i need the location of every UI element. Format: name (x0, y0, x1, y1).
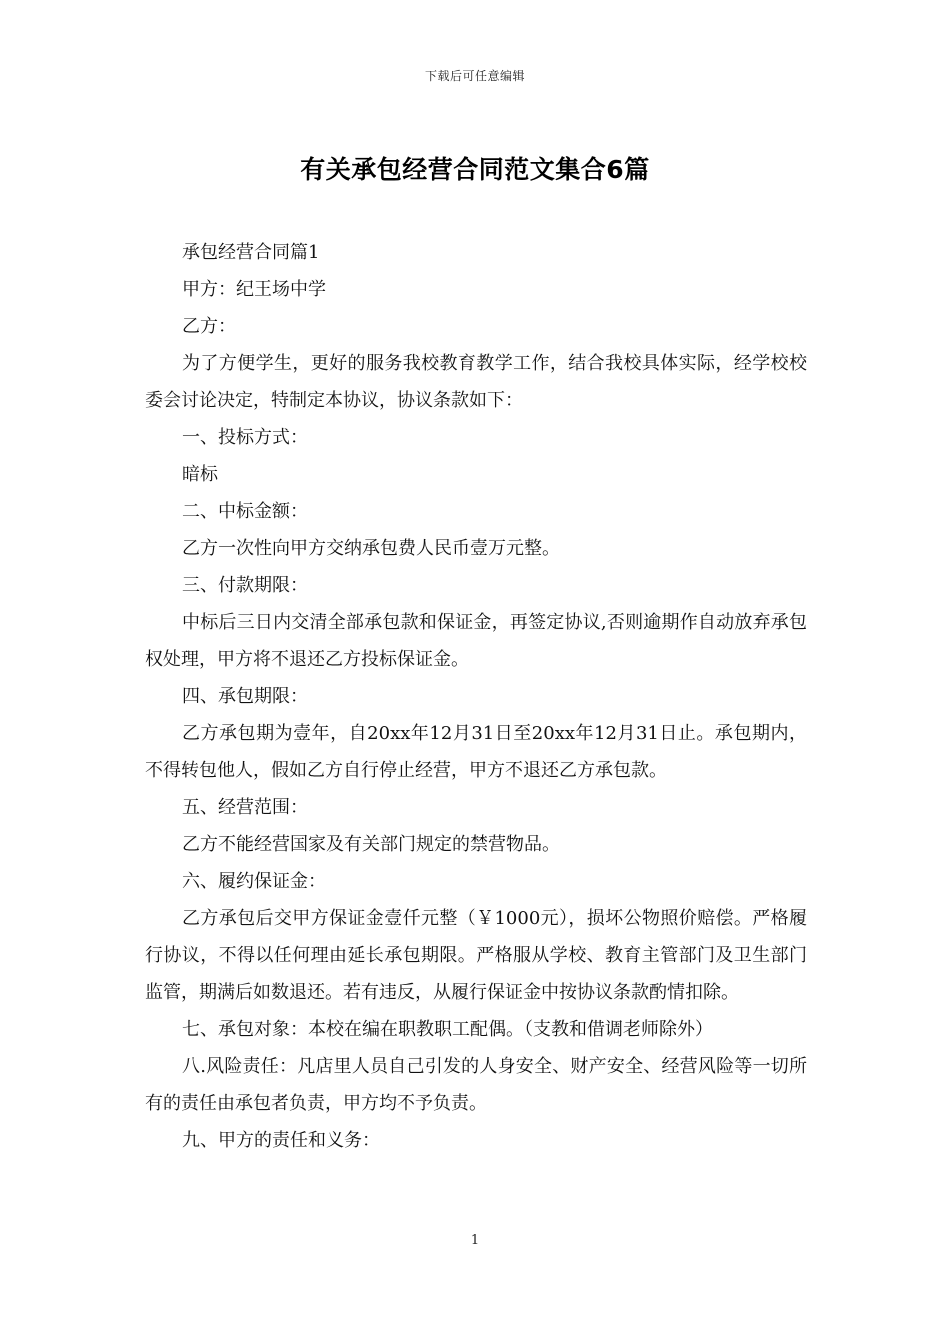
paragraph: 乙方不能经营国家及有关部门规定的禁营物品。 (182, 834, 560, 855)
paragraph: 乙方承包期为壹年，自20xx年12月31日至20xx年12月31日止。承包期内，不得转包他人，假如乙方自行停止经营，甲方不退还乙方承包款。 (145, 723, 807, 781)
paragraph: 六、履约保证金： (182, 871, 326, 892)
paragraph: 暗标 (182, 464, 218, 485)
page-number: 1 (470, 1233, 480, 1248)
paragraph: 九、甲方的责任和义务： (182, 1130, 380, 1151)
paragraph: 五、经营范围： (182, 797, 308, 818)
paragraph: 为了方便学生，更好的服务我校教育教学工作，结合我校具体实际，经学校校委会讨论决定，特制定本协议，协议条款如下： (145, 353, 807, 411)
paragraph: 乙方： (182, 316, 236, 337)
paragraph: 七、承包对象：本校在编在职教职工配偶。（支教和借调老师除外） (182, 1019, 713, 1040)
paragraph: 八.风险责任：凡店里人员自己引发的人身安全、财产安全、经营风险等一切所有的责任由承包者负责，甲方均不予负责。 (145, 1056, 807, 1114)
document-body (145, 234, 807, 1159)
paragraph: 三、付款期限： (182, 575, 308, 596)
document-title: 有关承包经营合同范文集合6篇 (300, 155, 650, 184)
paragraph: 二、中标金额： (182, 501, 308, 522)
paragraph: 一、投标方式： (182, 427, 308, 448)
paragraph: 中标后三日内交清全部承包款和保证金，再签定协议,否则逾期作自动放弃承包权处理，甲方将不退还乙方投标保证金。 (145, 612, 807, 670)
paragraph: 甲方：纪王场中学 (182, 279, 326, 300)
paragraph: 乙方承包后交甲方保证金壹仟元整（￥1000元），损坏公物照价赔偿。严格履行协议，不得以任何理由延长承包期限。严格服从学校、教育主管部门及卫生部门监管，期满后如数退还。若有违反，从履行保证金中按协议条款酌情扣除。 (145, 908, 807, 1003)
header-note: 下载后可任意编辑 (424, 69, 525, 83)
paragraph: 四、承包期限： (182, 686, 308, 707)
paragraph: 乙方一次性向甲方交纳承包费人民币壹万元整。 (182, 538, 560, 559)
paragraph: 承包经营合同篇1 (182, 242, 320, 263)
